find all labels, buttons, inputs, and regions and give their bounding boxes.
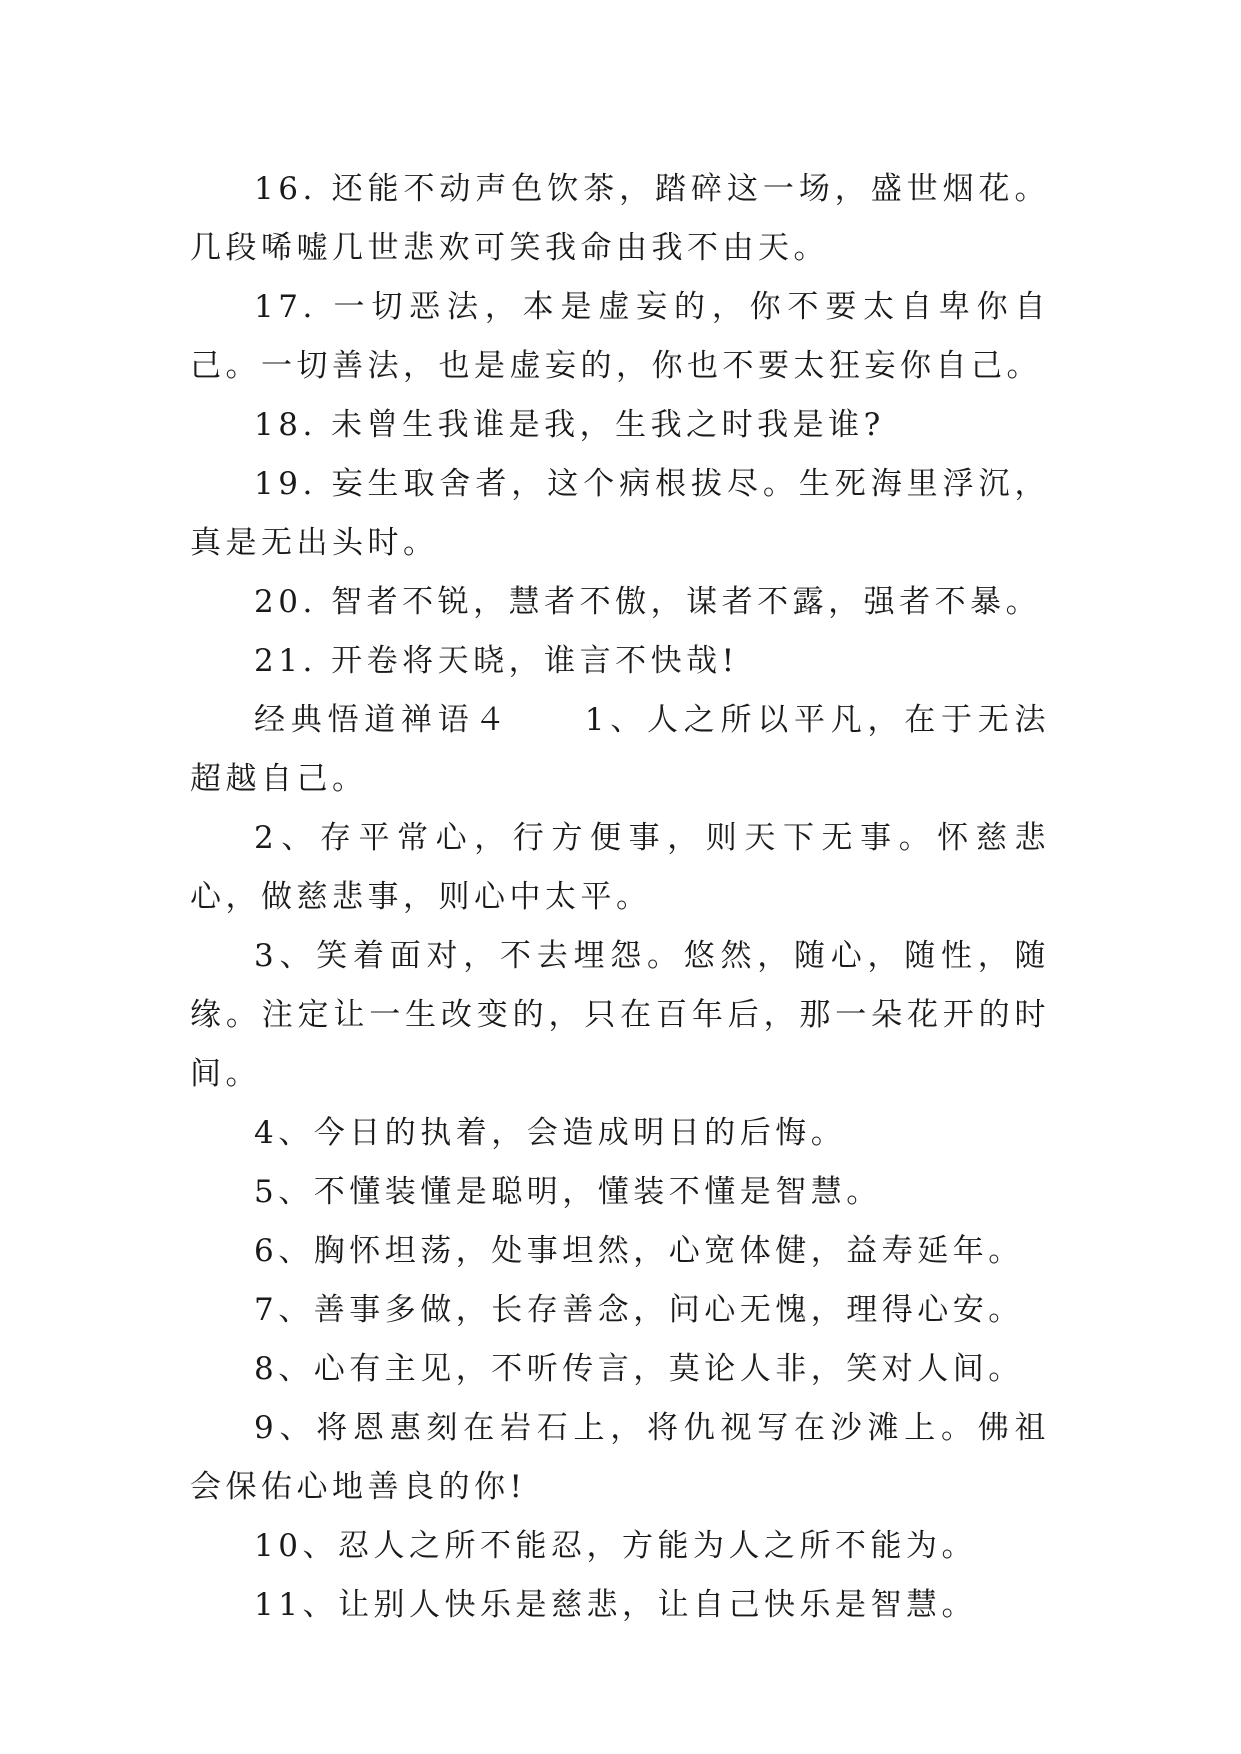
paragraph-11: 11、让别人快乐是慈悲，让自己快乐是智慧。 bbox=[254, 1587, 977, 1623]
paragraph-5: 5、不懂装懂是聪明，懂装不懂是智慧。 bbox=[254, 1174, 882, 1210]
paragraph-8: 8、心有主见，不听传言，莫论人非，笑对人间。 bbox=[254, 1351, 1024, 1387]
paragraph-7: 7、善事多做，长存善念，问心无愧，理得心安。 bbox=[254, 1292, 1024, 1328]
section-heading-paragraph: 经典悟道禅语４ 1、人之所以平凡，在于无法超越自己。 bbox=[190, 702, 1050, 797]
paragraph-6: 6、胸怀坦荡，处事坦然，心宽体健，益寿延年。 bbox=[254, 1233, 1024, 1269]
paragraph-10: 10、忍人之所不能忍，方能为人之所不能为。 bbox=[254, 1528, 977, 1564]
paragraph-20: 20. 智者不锐，慧者不傲，谋者不露，强者不暴。 bbox=[254, 584, 1042, 620]
paragraph-19: 19. 妄生取舍者，这个病根拔尽。生死海里浮沉，真是无出头时。 bbox=[190, 466, 1050, 561]
document-body bbox=[190, 160, 1050, 1635]
paragraph-2: 2、存平常心，行方便事，则天下无事。怀慈悲心，做慈悲事，则心中太平。 bbox=[190, 820, 1050, 915]
paragraph-3: 3、笑着面对，不去埋怨。悠然，随心，随性，随缘。注定让一生改变的，只在百年后，那一朵花开的时间。 bbox=[190, 938, 1050, 1092]
paragraph-4: 4、今日的执着，会造成明日的后悔。 bbox=[254, 1115, 847, 1151]
paragraph-17: 17. 一切恶法，本是虚妄的，你不要太自卑你自己。一切善法，也是虚妄的，你也不要太狂妄你自己。 bbox=[190, 289, 1050, 384]
paragraph-21: 21. 开卷将天晓，谁言不快哉! bbox=[254, 643, 739, 679]
paragraph-18: 18. 未曾生我谁是我，生我之时我是谁? bbox=[254, 407, 885, 443]
paragraph-16: 16. 还能不动声色饮茶，踏碎这一场，盛世烟花。几段唏嘘几世悲欢可笑我命由我不由天。 bbox=[190, 171, 1050, 266]
paragraph-9: 9、将恩惠刻在岩石上，将仇视写在沙滩上。佛祖会保佑心地善良的你! bbox=[190, 1410, 1050, 1505]
